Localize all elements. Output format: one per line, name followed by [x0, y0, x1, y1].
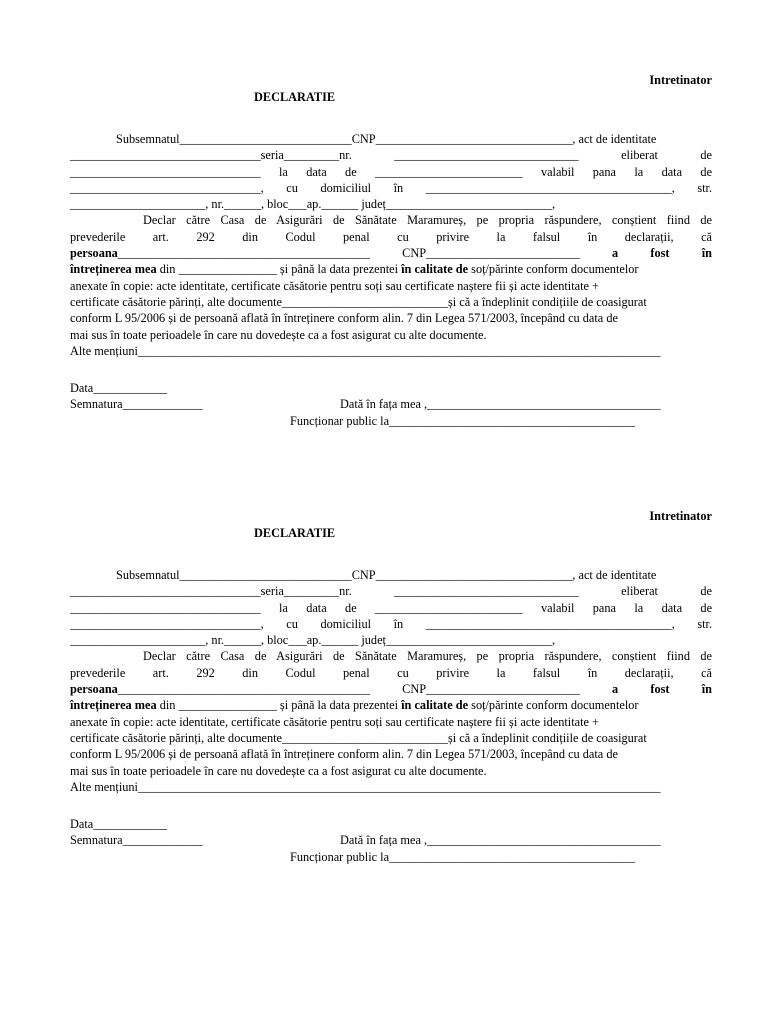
line-adresa: ______________________, nr.______, bloc___ap.______ județ___________________________, [70, 633, 556, 648]
line-declar: Declar către Casa de Asigurări de Sănătate Maramureș, pe propria răspundere, conștient fiind de [143, 649, 712, 664]
line-subsemnatul: Subsemnatul____________________________CNP________________________________, act de identitate [116, 132, 657, 146]
form-role: Intretinator [649, 73, 712, 87]
line-prevederile: prevederile art. 292 din Codul penal cu privire la falsul în declarații, că [70, 665, 712, 680]
line-data-valabil: _______________________________ la data de ________________________ valabil pana la data de [70, 600, 713, 615]
line-intretinerea: întreținerea mea din ________________ și până la data prezentei în calitate de soț/părinte conform documentelor [70, 698, 639, 713]
form-role: Intretinator [649, 509, 712, 523]
line-seria: _______________________________seria_________nr. ______________________________ eliberat de [70, 584, 712, 599]
line-alte-mentiuni: Alte mențiuni_____________________________________________________________________________________ [70, 343, 661, 358]
form-title: DECLARATIE [254, 526, 336, 540]
line-prevederile: prevederile art. 292 din Codul penal cu privire la falsul în declarații, că [70, 229, 712, 244]
signature-row [70, 832, 712, 848]
line-conform: conform L 95/2006 și de persoană aflată în întreținere conform alin. 7 din Legea 571/2003, începând cu data de [70, 311, 618, 326]
line-certificate: certificate căsătorie părinți, alte documente___________________________și că a îndeplinit condițiile de coasigurat [70, 294, 647, 309]
line-alte-mentiuni: Alte mențiuni_____________________________________________________________________________________ [70, 779, 661, 794]
field-semnatura: Semnatura_____________ [70, 397, 203, 412]
line-persoana: persoana_________________________________________ CNP_________________________ a fost în [70, 682, 713, 697]
line-anexate: anexate în copie: acte identitate, certificate căsătorie pentru soți sau certificate naștere fii și acte identitate + [70, 714, 599, 729]
line-domiciliul: _______________________________, cu domiciliul în ________________________________________, str. [70, 616, 713, 631]
line-anexate: anexate în copie: acte identitate, certificate căsătorie pentru soți sau certificate naștere fii și acte identitate + [70, 278, 599, 293]
line-intretinerea: întreținerea mea din ________________ și până la data prezentei în calitate de soț/părinte conform documentelor [70, 262, 639, 277]
line-conform: conform L 95/2006 și de persoană aflată în întreținere conform alin. 7 din Legea 571/2003, începând cu data de [70, 747, 618, 762]
field-functionar: Funcționar public la________________________________________ [290, 849, 635, 864]
declaration-form-2 [70, 508, 712, 865]
field-data: Data____________ [70, 381, 167, 396]
field-data: Data____________ [70, 817, 167, 832]
line-data-valabil: _______________________________ la data de ________________________ valabil pana la data de [70, 164, 713, 179]
line-domiciliul: _______________________________, cu domiciliul în ________________________________________, str. [70, 180, 713, 195]
line-subsemnatul: Subsemnatul____________________________CNP________________________________, act de identitate [116, 568, 657, 582]
field-functionar: Funcționar public la________________________________________ [290, 413, 635, 428]
declaration-form-1 [70, 72, 712, 429]
line-declar: Declar către Casa de Asigurări de Sănătate Maramureș, pe propria răspundere, conștient fiind de [143, 213, 712, 228]
form-title: DECLARATIE [254, 90, 336, 104]
line-adresa: ______________________, nr.______, bloc___ap.______ județ___________________________, [70, 197, 556, 212]
field-data-fata: Dată în fața mea ,______________________________________ [340, 833, 661, 848]
field-data-fata: Dată în fața mea ,______________________________________ [340, 397, 661, 412]
line-mai-sus: mai sus în toate perioadele în care nu dovedește ca a fost asigurat cu alte documente. [70, 763, 487, 778]
line-seria: _______________________________seria_________nr. ______________________________ eliberat de [70, 148, 712, 163]
line-persoana: persoana_________________________________________ CNP_________________________ a fost în [70, 246, 713, 261]
line-mai-sus: mai sus în toate perioadele în care nu dovedește ca a fost asigurat cu alte documente. [70, 327, 487, 342]
line-certificate: certificate căsătorie părinți, alte documente___________________________și că a îndeplinit condițiile de coasigurat [70, 730, 647, 745]
field-semnatura: Semnatura_____________ [70, 833, 203, 848]
signature-row [70, 396, 712, 412]
